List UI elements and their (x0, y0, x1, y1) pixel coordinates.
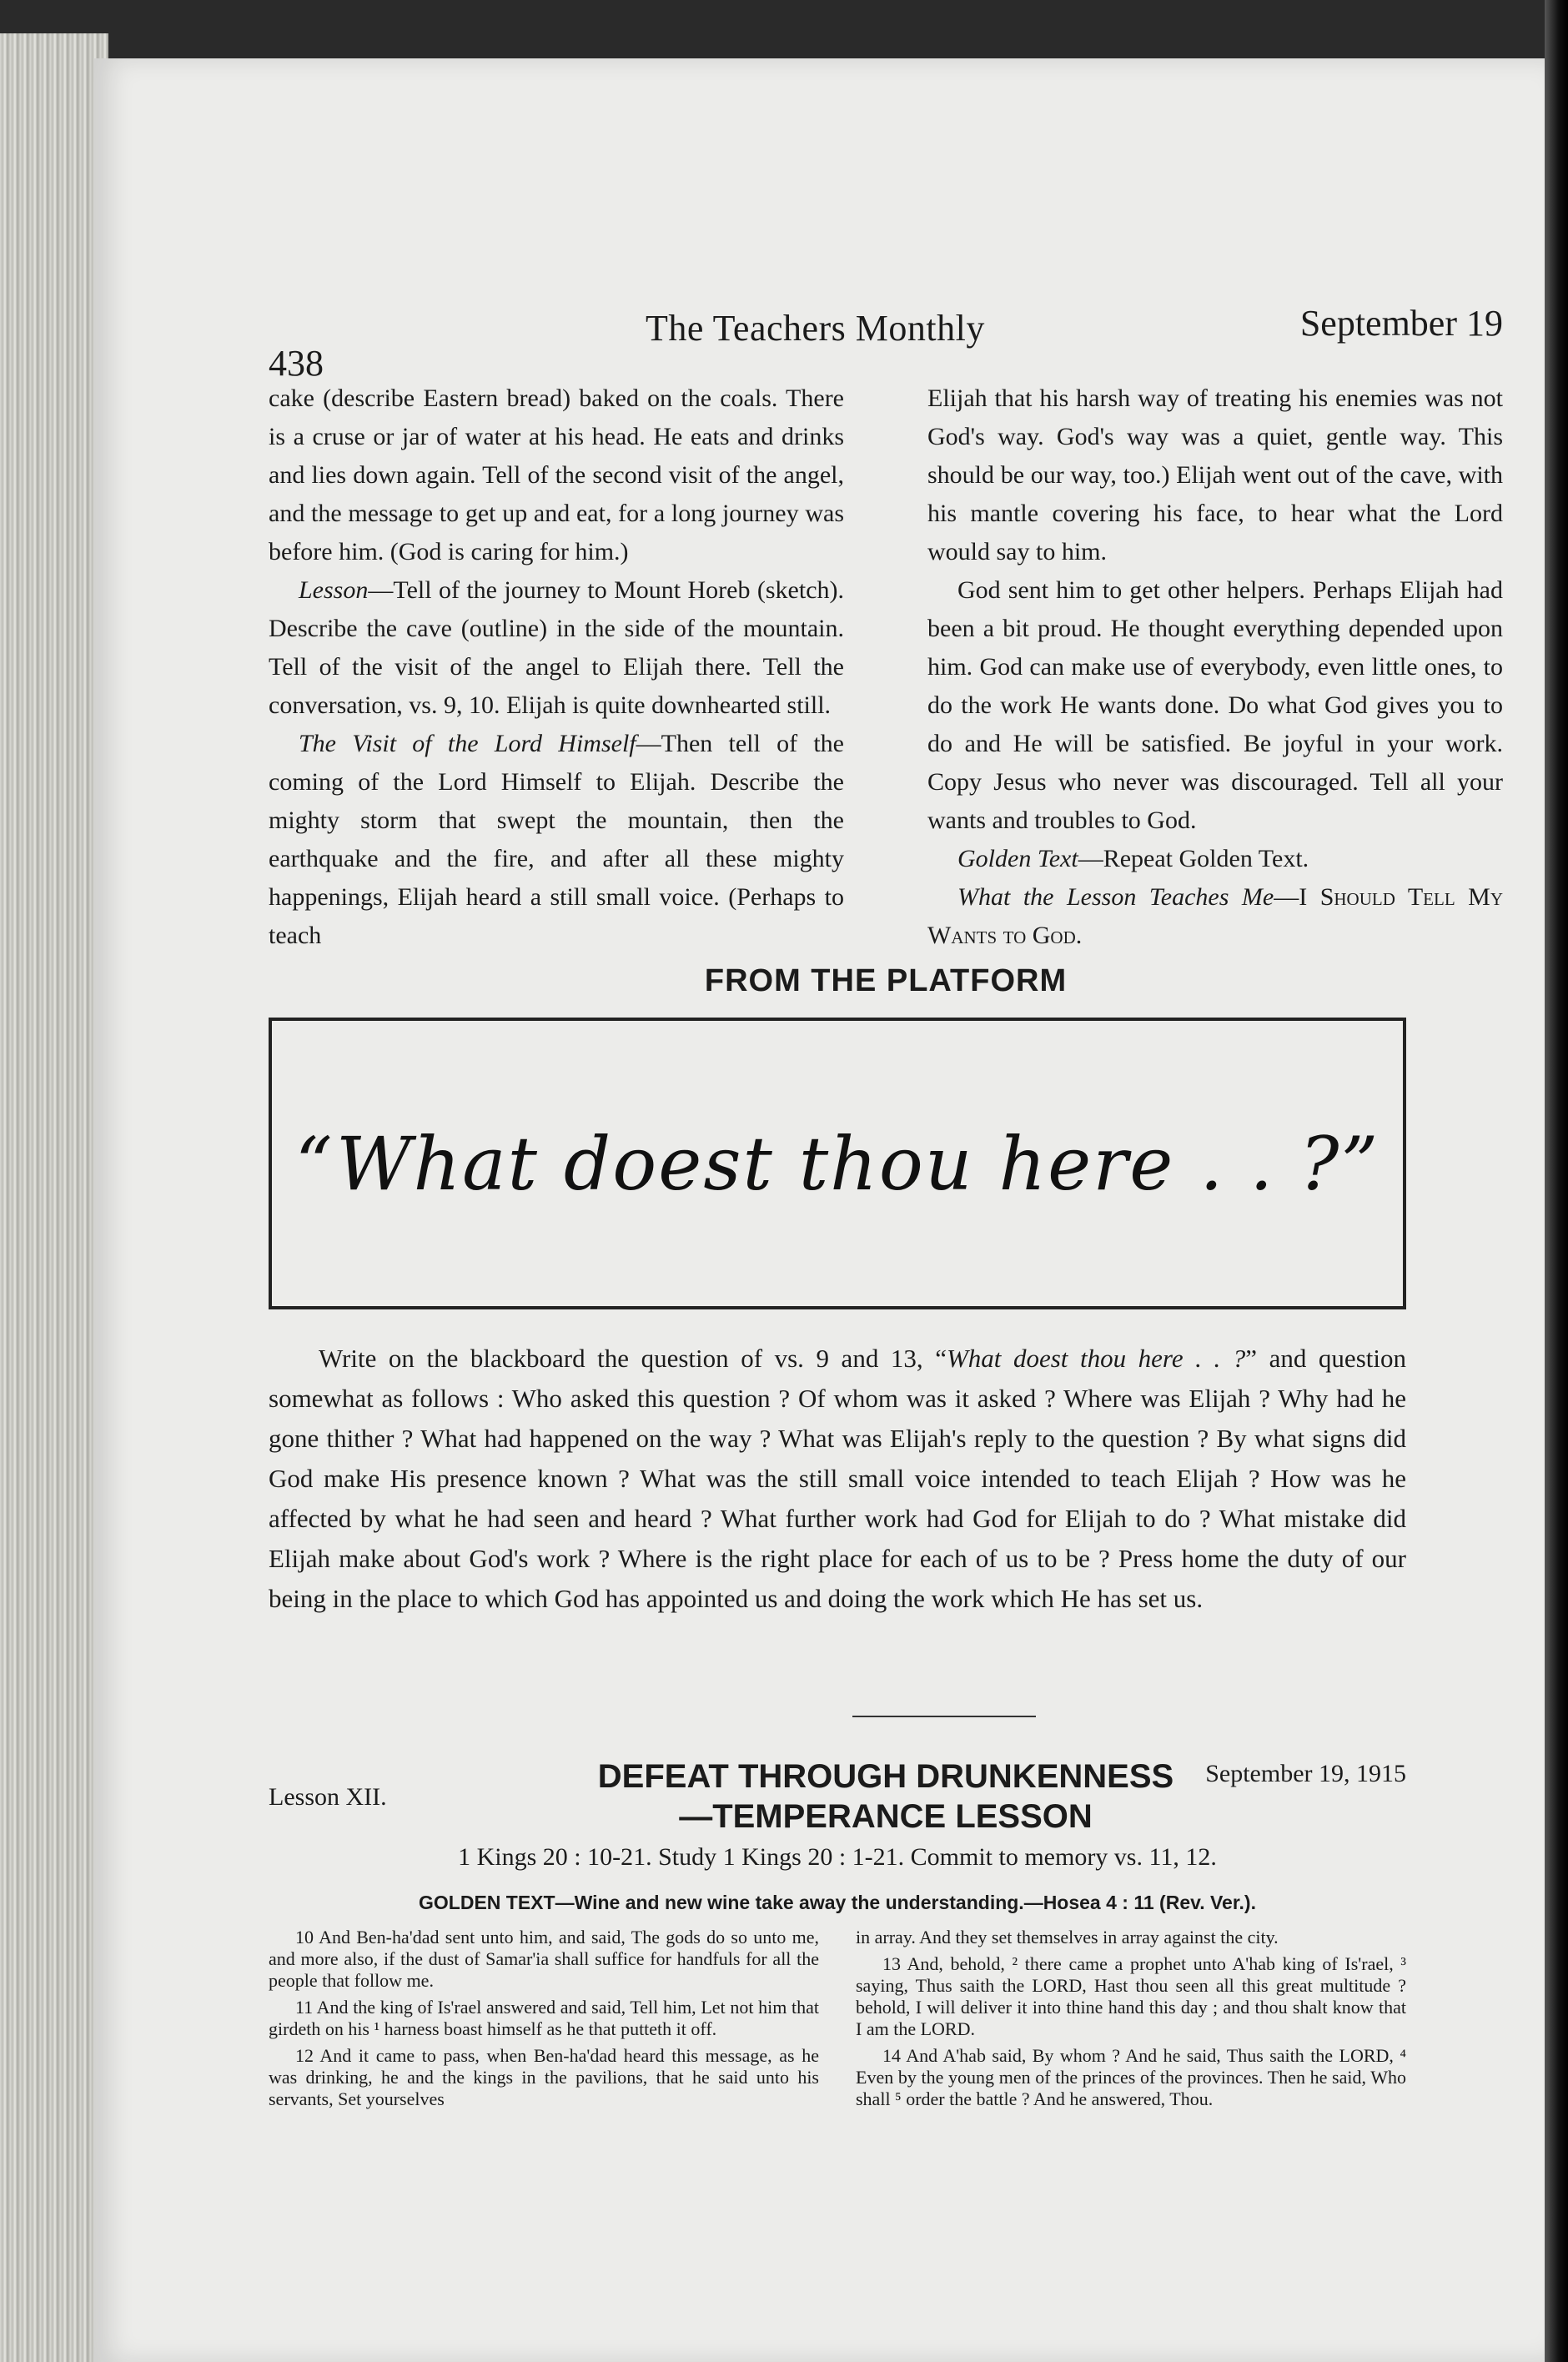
blackboard-box (269, 1018, 1406, 1309)
platform-quote: What doest thou here . . ? (946, 1344, 1246, 1373)
running-head (269, 234, 1503, 384)
lesson-title (544, 1756, 1228, 1837)
lesson-references: 1 Kings 20 : 10-21. Study 1 Kings 20 : 1-21. Commit to memory vs. 11, 12. (458, 1843, 1217, 1871)
book-page-edges (0, 33, 108, 2362)
verse-10: 10 And Ben-ha'dad sent unto him, and said, The gods do so unto me, and more also, if the dust of Samar'ia shall suffice for handfuls for all the people that follow me. (269, 1927, 819, 1991)
visit-label: The Visit of the Lord Himself (299, 730, 636, 757)
teaches-text: —I Should Tell My Wants to God. (927, 883, 1503, 949)
page-content (269, 234, 1503, 2109)
platform-text (269, 1339, 1406, 1619)
verse-14: 14 And A'hab said, By whom ? And he said, Thus saith the LORD, ⁴ Even by the young men of the princes of the provinces. Then he said, Who shall ⁵ order the battle ? And he answered, Thou. (856, 2045, 1406, 2109)
lesson-title-line-2: —TEMPERANCE LESSON (679, 1798, 1093, 1835)
golden-text: GOLDEN TEXT—Wine and new wine take away the understanding.—Hosea 4 : 11 (Rev. Ver.). (419, 1892, 1256, 1913)
left-paragraph-2 (269, 571, 844, 725)
right-paragraph-2: God sent him to get other helpers. Perhaps Elijah had been a bit proud. He thought everything depended upon him. God can make use of everybody, even little ones, to do the work He wants done. Do what God gives you to do and He will be satisfied. Be joyful in your work. Copy Jesus who never was discouraged. Tell all your wants and troubles to God. (927, 576, 1503, 834)
book-cover-edge (1545, 0, 1568, 2362)
verse-11: 11 And the king of Is'rael answered and said, Tell him, Let not him that girdeth on his ¹ harness boast himself as he that putteth it off. (269, 1997, 819, 2039)
platform-heading: FROM THE PLATFORM (704, 963, 1068, 998)
scripture-left-column (269, 1927, 819, 2115)
platform-text-start: Write on the blackboard the question of vs. 9 and 13, “ (319, 1344, 947, 1373)
left-paragraph-1: cake (describe Eastern bread) baked on the coals. There is a cruse or jar of water at his head. He eats and drinks and lies down again. Tell of the second visit of the angel, and the message to get up and eat, for a long journey was before him. (God is caring for him.) (269, 384, 844, 565)
left-column (269, 379, 844, 955)
platform-paragraph (269, 1339, 1406, 1619)
lesson-text: —Tell of the journey to Mount Horeb (sketch). Describe the cave (outline) in the side of the mountain. Tell of the visit of the angel to Elijah there. Tell the conversation, vs. 9, 10. Elijah is quite downhearted still. (269, 576, 844, 719)
two-column-text (269, 379, 1503, 955)
lesson-number: Lesson XII. (269, 1783, 387, 1811)
golden-text-label: Golden Text (957, 845, 1078, 872)
lesson-date: September 19, 1915 (1205, 1760, 1406, 1787)
scripture-passage (269, 1927, 1406, 2115)
platform-text-rest: ” and question somewhat as follows : Who asked this question ? Of whom was it asked ? Where was Elijah ? Why had he gone thither ? What had happened on the way ? What was Elijah's reply to the question ? By what signs did God make His presence known ? What was the still small voice intended to teach Elijah ? How was he affected by what he had seen and heard ? What further work had God for Elijah to do ? What mistake did Elijah make about God's work ? Where is the right place for each of us to be ? Press home the duty of our being in the place to which God has appointed us and doing the work which He has set us. (269, 1344, 1406, 1613)
section-divider (852, 1716, 1036, 1717)
verse-12: 12 And it came to pass, when Ben-ha'dad heard this message, as he was drinking, he and the kings in the pavilions, that he said unto his servants, Set yourselves (269, 2045, 819, 2109)
lesson-title-line-1: DEFEAT THROUGH DRUNKENNESS (597, 1758, 1174, 1795)
blackboard-question: “What doest thou here . . ?” (294, 1120, 1380, 1207)
right-column (927, 379, 1503, 955)
scripture-right-column (856, 1927, 1406, 2115)
right-paragraph-1: Elijah that his harsh way of treating his enemies was not God's way. God's way was a quiet, gentle way. This should be our way, too.) Elijah went out of the cave, with his mantle covering his face, to hear what the Lord would say to him. (927, 384, 1503, 565)
golden-text-instruction: —Repeat Golden Text. (1078, 845, 1309, 872)
right-paragraph-3 (927, 840, 1503, 878)
left-paragraph-3 (269, 725, 844, 955)
lesson-label: Lesson (299, 576, 369, 604)
book-page (93, 58, 1545, 2362)
running-date: September 19 (1299, 303, 1503, 344)
running-title: The Teachers Monthly (646, 308, 985, 349)
right-paragraph-4 (927, 878, 1503, 955)
page-number: 438 (269, 343, 324, 384)
verse-12-continued: in array. And they set themselves in array against the city. (856, 1927, 1279, 1947)
visit-text: —Then tell of the coming of the Lord Himself to Elijah. Describe the mighty storm that swept the mountain, then the earthquake and the fire, and after all these mighty happenings, Elijah heard a still small voice. (Perhaps to teach (269, 730, 844, 949)
verse-13: 13 And, behold, ² there came a prophet unto A'hab king of Is'rael, ³ saying, Thus saith the LORD, Hast thou seen all this great multitude ? behold, I will deliver it into thine hand this day ; and thou shalt know that I am the LORD. (856, 1953, 1406, 2039)
teaches-label: What the Lesson Teaches Me (957, 883, 1274, 911)
